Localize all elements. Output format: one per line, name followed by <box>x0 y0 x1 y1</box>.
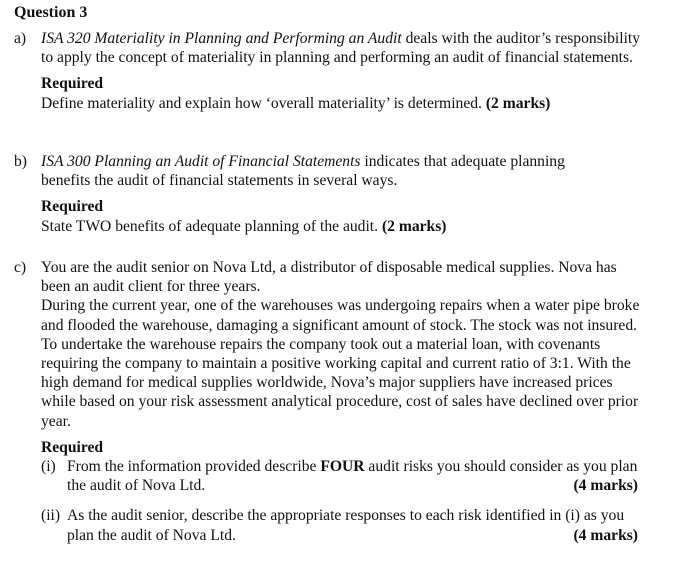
part-a-body <box>41 29 654 113</box>
sub-i-text-before: From the information provided describe <box>67 458 321 476</box>
sub-ii-text: As the audit senior, describe the appropriate responses to each risk identified in (i) as you plan the audit of Nova Ltd. <box>67 507 625 544</box>
sub-i-body <box>67 457 646 495</box>
part-b-description: indicates that adequate planning benefits the audit of financial statements in several ways. <box>41 153 565 190</box>
sub-i-marks: (4 marks) <box>573 477 638 495</box>
sub-i-text-bold: FOUR <box>320 458 365 476</box>
part-b-body <box>41 152 654 236</box>
part-c-body <box>41 258 646 545</box>
sub-i-text <box>67 457 642 495</box>
sub-i-text-after: audit risks you should consider as you plan the audit of Nova Ltd. <box>67 458 638 495</box>
part-b-label: b) <box>14 153 27 170</box>
part-c-paragraph: To undertake the warehouse repairs the company took out a material loan, with covenants requiring the company to maintain a positive working capital and current ratio of 3:1. With the high demand for medical supplies worldwide, Nova’s major suppliers have increased prices while based on your risk assessment analytical procedure, cost of sales have declined over prior year. <box>41 335 639 430</box>
part-b-required-heading: Required <box>41 198 104 216</box>
part-b-ref: ISA 300 Planning an Audit of Financial Statements <box>41 153 361 170</box>
part-c-sub-i <box>41 457 646 495</box>
part-c-sub-ii <box>41 506 646 544</box>
part-c <box>14 258 654 545</box>
part-a-text <box>41 29 641 67</box>
part-b-required <box>41 217 654 236</box>
part-b-marks: (2 marks) <box>381 217 447 235</box>
part-a-marks: (2 marks) <box>485 94 551 112</box>
part-b <box>14 152 654 236</box>
part-a-ref: ISA 320 Materiality in Planning and Performing an Audit <box>41 30 402 47</box>
sub-i-label: (i) <box>41 458 56 476</box>
part-c-label: c) <box>14 259 27 276</box>
sub-ii-body <box>67 506 646 544</box>
part-b-text <box>41 152 616 190</box>
question-title: Question 3 <box>14 4 88 21</box>
part-a <box>14 29 654 113</box>
part-a-label: a) <box>14 30 27 47</box>
sub-ii-marks: (4 marks) <box>573 526 638 544</box>
part-c-required-heading: Required <box>41 438 104 456</box>
part-b-required-text: State TWO benefits of adequate planning of the audit. <box>41 217 382 235</box>
part-a-required-text: Define materiality and explain how ‘overall materiality’ is determined. <box>41 94 486 112</box>
sub-ii-label: (ii) <box>41 507 61 525</box>
part-c-paragraph: During the current year, one of the warehouses was undergoing repairs when a water pipe broke and flooded the warehouse, damaging a significant amount of stock. The stock was not insured. <box>41 297 640 334</box>
part-a-required-heading: Required <box>41 75 104 93</box>
part-a-description: deals with the auditor’s responsibility to apply the concept of materiality in planning and performing an audit of financial statements. <box>41 30 641 67</box>
part-c-paragraph: You are the audit senior on Nova Ltd, a distributor of disposable medical supplies. Nova has been an audit client for three years. <box>41 259 617 296</box>
part-a-required <box>41 94 654 113</box>
